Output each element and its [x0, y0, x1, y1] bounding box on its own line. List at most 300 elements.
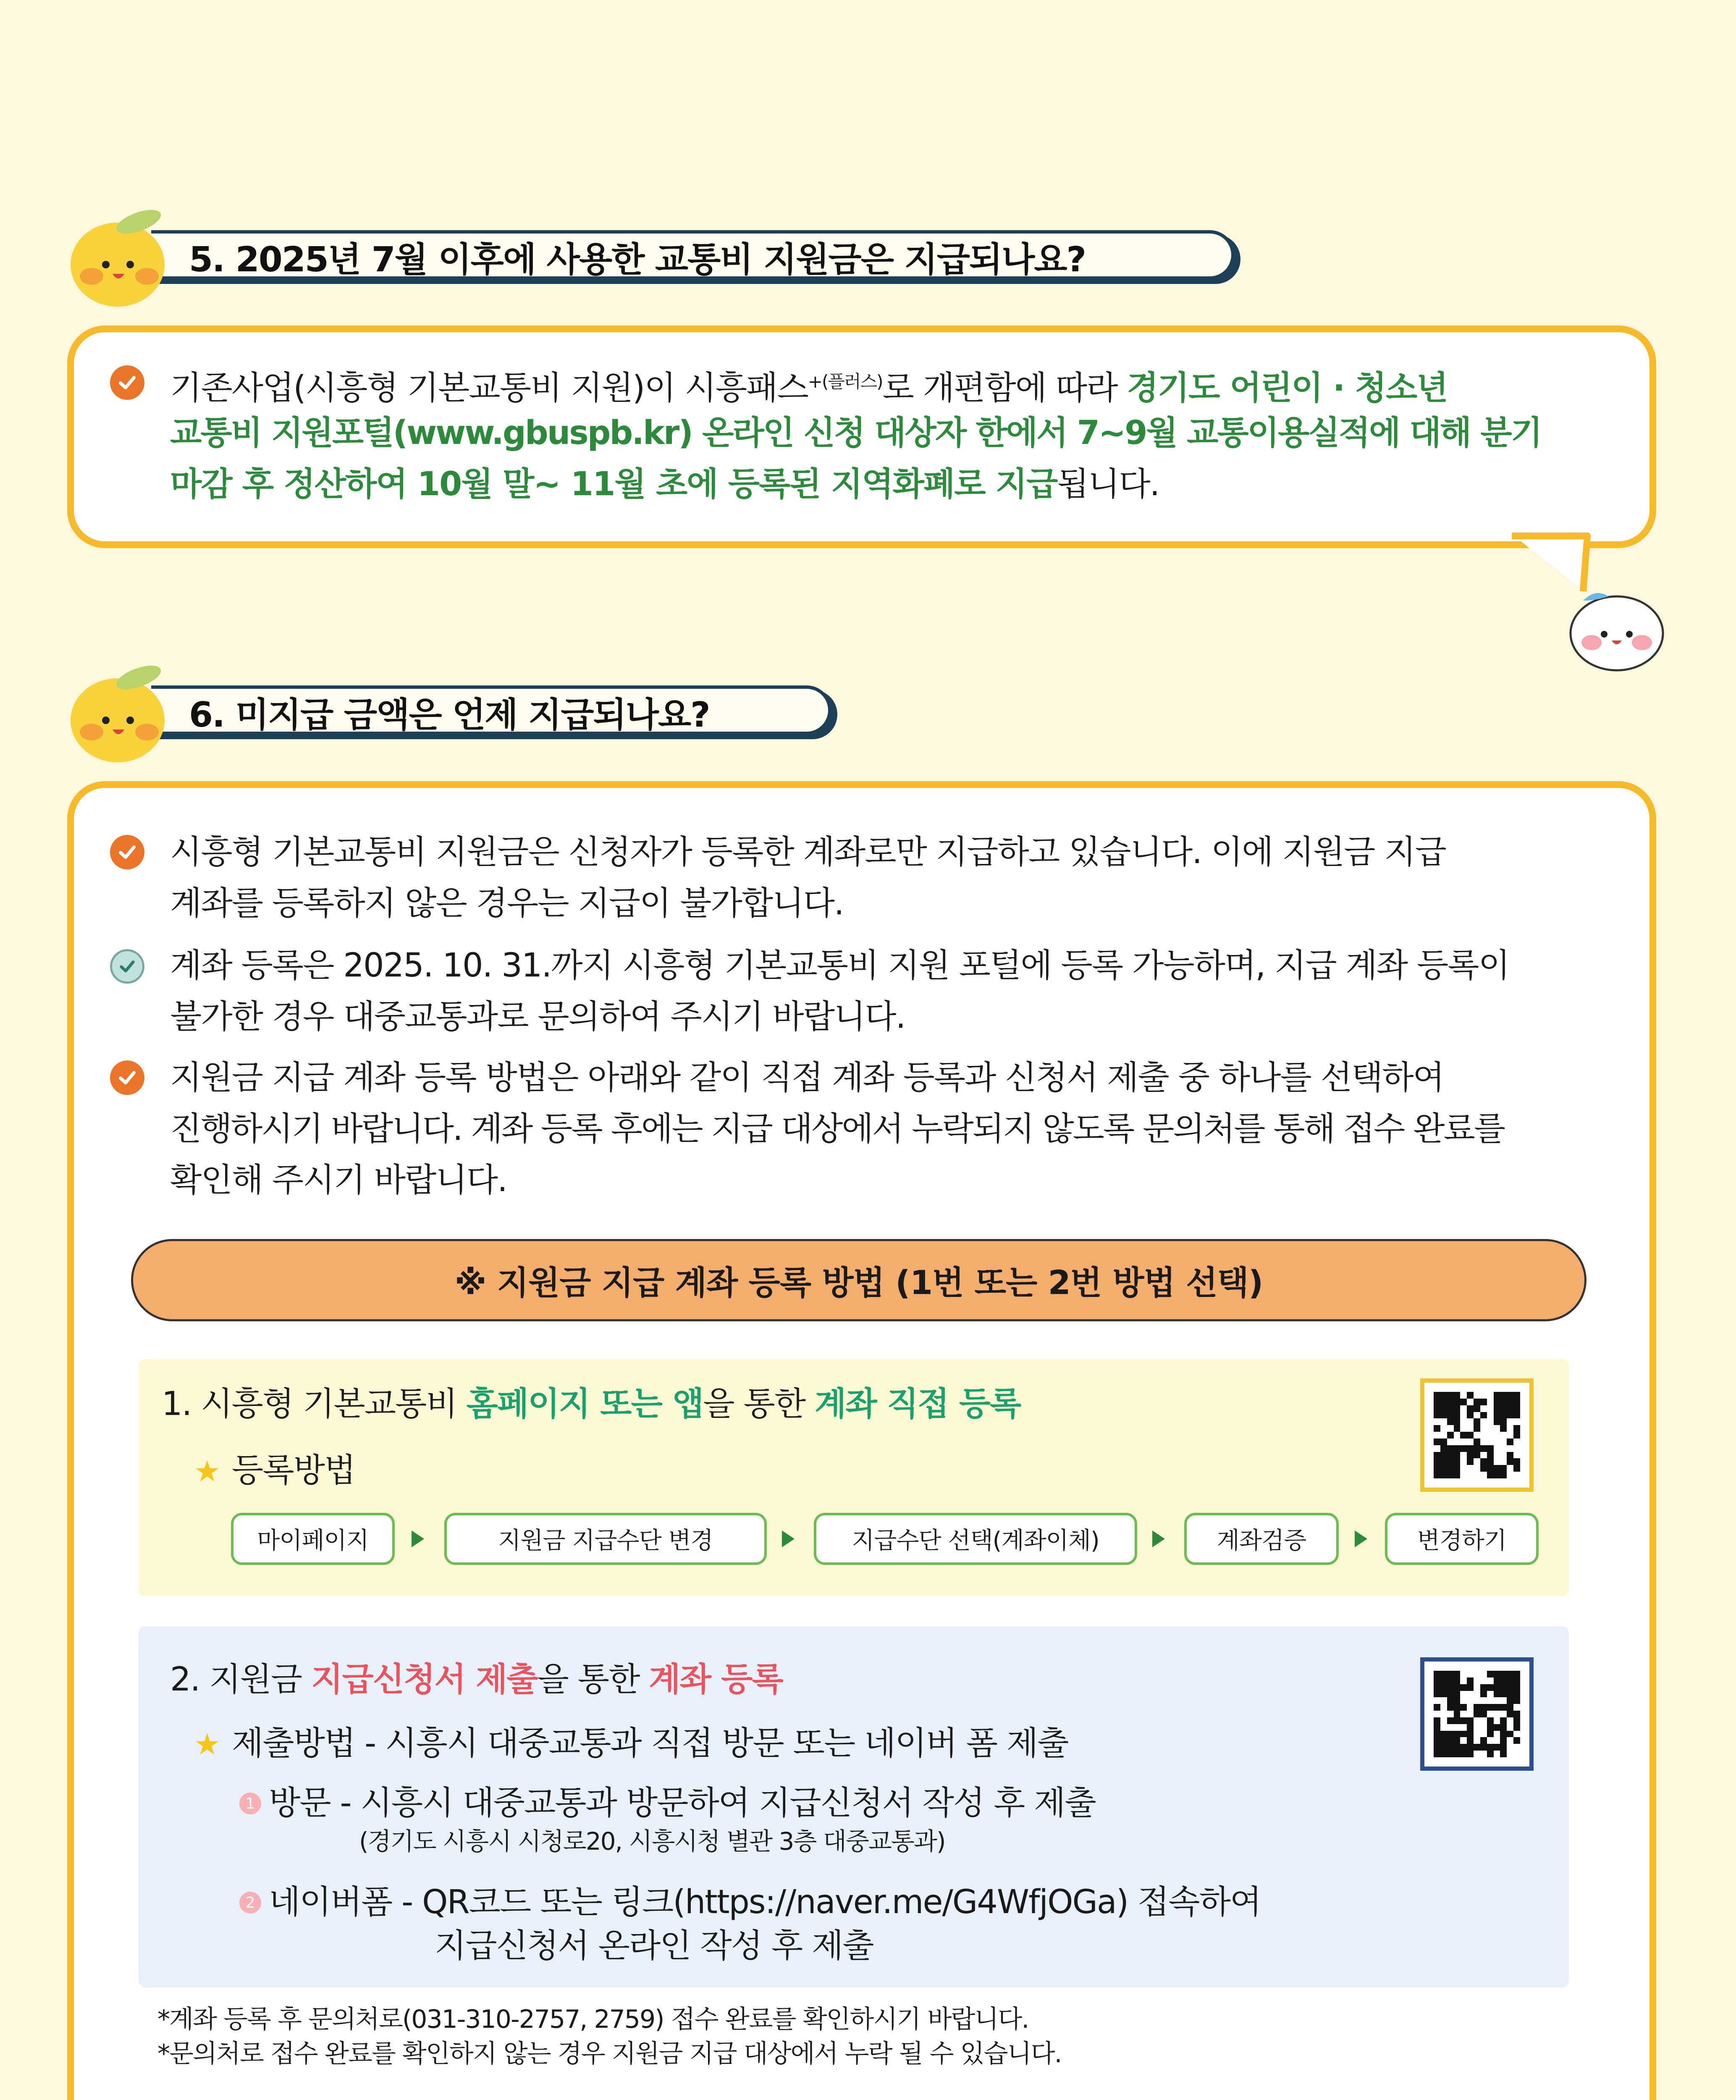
qr-module: [1447, 1684, 1454, 1691]
qr-module: [1434, 1697, 1440, 1704]
qr-module: [1494, 1405, 1500, 1412]
qr-module: [1454, 1751, 1461, 1757]
qr-module: [1440, 1425, 1447, 1432]
qr-module: [1487, 1445, 1494, 1452]
qr-module: [1447, 1399, 1454, 1405]
qr-module: [1494, 1691, 1500, 1698]
qr-module: [1480, 1677, 1487, 1684]
qr-module: [1480, 1671, 1487, 1677]
qr-module: [1460, 1697, 1467, 1704]
qr-module: [1447, 1744, 1454, 1751]
qr-module: [1440, 1677, 1447, 1684]
qr-module: [1513, 1724, 1520, 1731]
qr-module: [1494, 1711, 1500, 1717]
qr-module: [1500, 1751, 1507, 1757]
qr-module: [1454, 1744, 1461, 1751]
qr-module: [1454, 1697, 1461, 1704]
qr-module: [1487, 1697, 1494, 1704]
qr-module: [1507, 1751, 1513, 1757]
qr-module: [1474, 1399, 1480, 1405]
qr-module: [1447, 1472, 1454, 1478]
qr-module: [1507, 1697, 1513, 1704]
qr-code-naver-form: [1420, 1657, 1534, 1771]
star-icon: ★: [194, 1454, 220, 1488]
qr-module: [1474, 1438, 1480, 1445]
check-icon-light: [110, 949, 144, 984]
qr-module: [1447, 1418, 1454, 1425]
qr-module: [1447, 1731, 1454, 1738]
qr-module: [1460, 1458, 1467, 1465]
qr-module: [1507, 1691, 1513, 1698]
qr-module: [1460, 1677, 1467, 1684]
qr-module: [1474, 1684, 1480, 1691]
qr-module: [1474, 1452, 1480, 1459]
qr-module: [1460, 1751, 1467, 1757]
qr-module: [1467, 1472, 1474, 1478]
qr-module: [1507, 1671, 1513, 1677]
bullet2-line2: 불가한 경우 대중교통과로 문의하여 주시기 바랍니다.: [170, 998, 905, 1036]
qr-module: [1447, 1452, 1454, 1459]
qr-module: [1487, 1392, 1494, 1399]
bullet1-line1: 시흥형 기본교통비 지원금은 신청자가 등록한 계좌로만 지급하고 있습니다. 이에 지원금 지급: [170, 833, 1446, 871]
qr-module: [1513, 1458, 1520, 1465]
qr-module: [1500, 1452, 1507, 1459]
qr-module: [1460, 1432, 1467, 1438]
qr-module: [1440, 1691, 1447, 1698]
qr-module: [1507, 1465, 1513, 1472]
qr-module: [1440, 1671, 1447, 1677]
qr-module: [1474, 1717, 1480, 1724]
method2-option1: 방문 - 시흥시 대중교통과 방문하여 지급신청서 작성 후 제출: [269, 1784, 1096, 1822]
qr-module: [1440, 1684, 1447, 1691]
qr-module: [1467, 1438, 1474, 1445]
method2-title: 2. 지원금 지급신청서 제출을 통한 계좌 등록: [170, 1661, 783, 1698]
qr-module: [1434, 1737, 1440, 1744]
qr-module: [1434, 1671, 1440, 1677]
qr-module: [1500, 1737, 1507, 1744]
qr-module: [1467, 1412, 1474, 1419]
qr-module: [1507, 1405, 1513, 1412]
qr-module: [1513, 1418, 1520, 1425]
qr-module: [1434, 1691, 1440, 1698]
qr-module: [1480, 1724, 1487, 1731]
qr-module: [1460, 1744, 1467, 1751]
qr-module: [1447, 1438, 1454, 1445]
method2-option2: 네이버폼 - QR코드 또는 링크(https://naver.me/G4WfjOGa) 접속하여: [269, 1883, 1261, 1921]
qr-module: [1454, 1425, 1461, 1432]
qr-module: [1467, 1751, 1474, 1757]
qr-module: [1494, 1671, 1500, 1677]
qr-module: [1500, 1418, 1507, 1425]
qr-module: [1467, 1399, 1474, 1405]
bullet3-line2: 진행하시기 바랍니다. 계좌 등록 후에는 지급 대상에서 누락되지 않도록 문의처를 통해 접수 완료를: [170, 1110, 1505, 1148]
qr-module: [1513, 1704, 1520, 1711]
qr-module: [1447, 1465, 1454, 1472]
qr-module: [1507, 1744, 1513, 1751]
circled-number-2: 2: [239, 1892, 261, 1914]
qr-module: [1487, 1724, 1494, 1731]
qr-module: [1434, 1465, 1440, 1472]
qr-module: [1440, 1418, 1447, 1425]
method1-title: 1. 시흥형 기본교통비 홈페이지 또는 앱을 통한 계좌 직접 등록: [162, 1385, 1021, 1423]
qr-module: [1500, 1724, 1507, 1731]
qr-module: [1440, 1744, 1447, 1751]
qr-module: [1513, 1744, 1520, 1751]
bullet3-line1: 지원금 지급 계좌 등록 방법은 아래와 같이 직접 계좌 등록과 신청서 제출 중 하나를 선택하여: [170, 1059, 1444, 1097]
qr-module: [1454, 1671, 1461, 1677]
qr-module: [1460, 1704, 1467, 1711]
qr-module: [1513, 1697, 1520, 1704]
qr-module: [1480, 1711, 1487, 1717]
qr-module: [1507, 1684, 1513, 1691]
qr-module: [1513, 1472, 1520, 1478]
qr-module: [1447, 1751, 1454, 1757]
qr-module: [1460, 1691, 1467, 1698]
qr-module: [1447, 1425, 1454, 1432]
qr-module: [1480, 1425, 1487, 1432]
qr-module: [1460, 1399, 1467, 1405]
qr-module: [1480, 1691, 1487, 1698]
qr-module: [1500, 1731, 1507, 1738]
qr-module: [1494, 1684, 1500, 1691]
qr-module: [1440, 1452, 1447, 1459]
qr-module: [1474, 1445, 1480, 1452]
qr-module: [1513, 1717, 1520, 1724]
qr-module: [1500, 1465, 1507, 1472]
qr-module: [1467, 1691, 1474, 1698]
qr-module: [1467, 1731, 1474, 1738]
qr-module: [1434, 1432, 1440, 1438]
qr-module: [1500, 1399, 1507, 1405]
qr-module: [1500, 1438, 1507, 1445]
qr-module: [1480, 1438, 1487, 1445]
qr-module: [1460, 1412, 1467, 1419]
qr-module: [1494, 1452, 1500, 1459]
qr-module: [1494, 1744, 1500, 1751]
qr-module: [1454, 1691, 1461, 1698]
qr-module: [1434, 1418, 1440, 1425]
qr-module: [1487, 1452, 1494, 1459]
qr-module: [1467, 1724, 1474, 1731]
qr-module: [1454, 1452, 1461, 1459]
qr-module: [1467, 1671, 1474, 1677]
qr-module: [1480, 1737, 1487, 1744]
qr-module: [1507, 1418, 1513, 1425]
qr-module: [1440, 1465, 1447, 1472]
qr-module: [1474, 1731, 1480, 1738]
qr-module: [1513, 1465, 1520, 1472]
qr-module: [1513, 1452, 1520, 1459]
qr-module: [1454, 1432, 1461, 1438]
qr-module: [1513, 1731, 1520, 1738]
qr-module: [1447, 1724, 1454, 1731]
qr-module: [1507, 1412, 1513, 1419]
qr-module: [1460, 1472, 1467, 1478]
qr-module: [1467, 1405, 1474, 1412]
qr-module: [1467, 1704, 1474, 1711]
qr-module: [1460, 1671, 1467, 1677]
qr-module: [1440, 1438, 1447, 1445]
qr-module: [1480, 1458, 1487, 1465]
qr-module: [1507, 1704, 1513, 1711]
qr-module: [1474, 1724, 1480, 1731]
qr-module: [1507, 1737, 1513, 1744]
qr-module: [1454, 1717, 1461, 1724]
qr-module: [1507, 1731, 1513, 1738]
step-pill: 마이페이지: [231, 1513, 395, 1565]
note-1: *계좌 등록 후 문의처로(031-310-2757, 2759) 접수 완료를 확인하시기 바랍니다.: [157, 2005, 1029, 2034]
section6-title: 6. 미지급 금액은 언제 지급되나요?: [189, 695, 710, 735]
qr-module: [1454, 1737, 1461, 1744]
qr-module: [1494, 1697, 1500, 1704]
qr-module: [1447, 1392, 1454, 1399]
qr-module: [1513, 1392, 1520, 1399]
qr-module: [1460, 1711, 1467, 1717]
qr-module: [1447, 1737, 1454, 1744]
arrow-right-icon: [1152, 1530, 1165, 1547]
qr-module: [1454, 1465, 1461, 1472]
qr-module: [1440, 1717, 1447, 1724]
qr-module: [1500, 1691, 1507, 1698]
note-2: *문의처로 접수 완료를 확인하지 않는 경우 지원금 지급 대상에서 누락 될 수 있습니다.: [157, 2039, 1062, 2068]
qr-module: [1494, 1704, 1500, 1711]
qr-module: [1494, 1465, 1500, 1472]
qr-module: [1474, 1472, 1480, 1478]
qr-module: [1500, 1425, 1507, 1432]
star-icon: ★: [194, 1727, 220, 1761]
qr-module: [1434, 1711, 1440, 1717]
qr-module: [1513, 1432, 1520, 1438]
white-mascot-icon: [1566, 584, 1667, 672]
check-icon: [110, 1060, 144, 1095]
qr-module: [1460, 1438, 1467, 1445]
qr-module: [1434, 1445, 1440, 1452]
arrow-right-icon: [412, 1530, 424, 1547]
qr-module: [1480, 1697, 1487, 1704]
qr-module: [1507, 1452, 1513, 1459]
qr-module: [1434, 1731, 1440, 1738]
qr-module: [1447, 1717, 1454, 1724]
qr-module: [1513, 1425, 1520, 1432]
qr-module: [1454, 1445, 1461, 1452]
qr-module: [1467, 1432, 1474, 1438]
qr-module: [1440, 1737, 1447, 1744]
qr-module: [1440, 1697, 1447, 1704]
qr-module: [1487, 1465, 1494, 1472]
qr-module: [1440, 1412, 1447, 1419]
qr-module: [1447, 1677, 1454, 1684]
qr-module: [1467, 1711, 1474, 1717]
section5-title: 5. 2025년 7월 이후에 사용한 교통비 지원금은 지급되나요?: [189, 240, 1086, 280]
qr-module: [1494, 1438, 1500, 1445]
qr-module: [1467, 1744, 1474, 1751]
qr-module: [1447, 1405, 1454, 1412]
qr-module: [1447, 1412, 1454, 1419]
qr-module: [1460, 1445, 1467, 1452]
method-banner-text: ※ 지원금 지급 계좌 등록 방법 (1번 또는 2번 방법 선택): [454, 1264, 1263, 1302]
qr-module: [1513, 1671, 1520, 1677]
qr-module: [1467, 1418, 1474, 1425]
qr-module: [1507, 1392, 1513, 1399]
qr-module: [1507, 1432, 1513, 1438]
qr-module: [1454, 1399, 1461, 1405]
qr-module: [1474, 1432, 1480, 1438]
qr-module: [1480, 1418, 1487, 1425]
qr-module: [1500, 1405, 1507, 1412]
qr-module: [1440, 1405, 1447, 1412]
arrow-right-icon: [782, 1530, 795, 1547]
section5-line3: 마감 후 정산하여 10월 말~ 11월 초에 등록된 지역화폐로 지급됩니다.: [170, 465, 1159, 503]
qr-module: [1487, 1691, 1494, 1698]
qr-module: [1440, 1445, 1447, 1452]
qr-module: [1454, 1711, 1461, 1717]
check-icon: [110, 835, 144, 869]
step-pill: 변경하기: [1385, 1513, 1539, 1565]
section5-line1: 기존사업(시흥형 기본교통비 지원)이 시흥패스$^{+(플러스)}$로 개편함에 따라 경기도 어린이 · 청소년: [170, 369, 1448, 407]
check-icon: [110, 365, 144, 400]
qr-module: [1513, 1438, 1520, 1445]
qr-module: [1500, 1684, 1507, 1691]
qr-module: [1454, 1418, 1461, 1425]
qr-module: [1513, 1412, 1520, 1419]
qr-module: [1487, 1472, 1494, 1478]
qr-module: [1474, 1737, 1480, 1744]
qr-module: [1460, 1684, 1467, 1691]
qr-module: [1434, 1399, 1440, 1405]
qr-module: [1454, 1731, 1461, 1738]
qr-module: [1460, 1452, 1467, 1459]
qr-module: [1440, 1392, 1447, 1399]
qr-module: [1454, 1724, 1461, 1731]
qr-module: [1480, 1704, 1487, 1711]
qr-module: [1487, 1458, 1494, 1465]
qr-module: [1507, 1677, 1513, 1684]
qr-module: [1467, 1445, 1474, 1452]
qr-module: [1494, 1399, 1500, 1405]
qr-module: [1494, 1445, 1500, 1452]
qr-module: [1480, 1445, 1487, 1452]
qr-module: [1447, 1432, 1454, 1438]
qr-module: [1474, 1412, 1480, 1419]
qr-module: [1494, 1677, 1500, 1684]
qr-module: [1434, 1684, 1440, 1691]
qr-module: [1494, 1458, 1500, 1465]
qr-module: [1494, 1724, 1500, 1731]
bullet1-line2: 계좌를 등록하지 않은 경우는 지급이 불가합니다.: [170, 885, 844, 922]
qr-module: [1474, 1465, 1480, 1472]
qr-module: [1434, 1412, 1440, 1419]
qr-module: [1487, 1671, 1494, 1677]
qr-module: [1474, 1458, 1480, 1465]
qr-module: [1480, 1465, 1487, 1472]
qr-module: [1467, 1452, 1474, 1459]
qr-module: [1487, 1418, 1494, 1425]
qr-module: [1434, 1724, 1440, 1731]
lemon-mascot-icon: [67, 657, 172, 766]
qr-grid: [1434, 1392, 1520, 1478]
qr-module: [1513, 1684, 1520, 1691]
qr-module: [1460, 1392, 1467, 1399]
qr-module: [1454, 1472, 1461, 1478]
qr-module: [1434, 1458, 1440, 1465]
qr-module: [1454, 1405, 1461, 1412]
qr-module: [1467, 1684, 1474, 1691]
qr-module: [1507, 1724, 1513, 1731]
qr-module: [1474, 1744, 1480, 1751]
qr-module: [1487, 1711, 1494, 1717]
qr-module: [1494, 1432, 1500, 1438]
qr-module: [1513, 1399, 1520, 1405]
qr-module: [1467, 1677, 1474, 1684]
qr-module: [1494, 1751, 1500, 1757]
qr-module: [1460, 1724, 1467, 1731]
qr-module: [1480, 1405, 1487, 1412]
bullet3-line3: 확인해 주시기 바랍니다.: [170, 1161, 507, 1199]
qr-module: [1494, 1412, 1500, 1419]
qr-module: [1513, 1445, 1520, 1452]
qr-module: [1467, 1425, 1474, 1432]
qr-module: [1474, 1677, 1480, 1684]
qr-module: [1500, 1744, 1507, 1751]
qr-module: [1500, 1445, 1507, 1452]
qr-module: [1480, 1392, 1487, 1399]
method1-subtitle: 등록방법: [232, 1452, 355, 1489]
qr-module: [1494, 1731, 1500, 1738]
method2-subtitle: 제출방법 - 시흥시 대중교통과 직접 방문 또는 네이버 폼 제출: [232, 1725, 1068, 1762]
qr-module: [1460, 1418, 1467, 1425]
qr-module: [1487, 1438, 1494, 1445]
qr-module: [1460, 1731, 1467, 1738]
method2-option2-line2: 지급신청서 온라인 작성 후 제출: [435, 1927, 873, 1965]
qr-module: [1440, 1731, 1447, 1738]
qr-module: [1507, 1399, 1513, 1405]
circled-number-1: 1: [239, 1793, 261, 1814]
qr-code-homepage: [1420, 1378, 1534, 1492]
qr-module: [1487, 1731, 1494, 1738]
step-pill: 지급수단 선택(계좌이체): [814, 1513, 1137, 1565]
qr-module: [1500, 1472, 1507, 1478]
qr-module: [1487, 1399, 1494, 1405]
qr-module: [1440, 1458, 1447, 1465]
qr-module: [1434, 1472, 1440, 1478]
qr-module: [1467, 1717, 1474, 1724]
qr-module: [1507, 1445, 1513, 1452]
qr-module: [1487, 1737, 1494, 1744]
qr-module: [1447, 1445, 1454, 1452]
qr-module: [1507, 1438, 1513, 1445]
qr-module: [1513, 1711, 1520, 1717]
qr-module: [1467, 1458, 1474, 1465]
qr-module: [1480, 1472, 1487, 1478]
qr-module: [1500, 1717, 1507, 1724]
qr-module: [1440, 1711, 1447, 1717]
qr-module: [1500, 1392, 1507, 1399]
qr-module: [1480, 1717, 1487, 1724]
qr-module: [1454, 1684, 1461, 1691]
qr-module: [1480, 1412, 1487, 1419]
qr-module: [1454, 1704, 1461, 1711]
qr-module: [1434, 1392, 1440, 1399]
qr-module: [1467, 1697, 1474, 1704]
arrow-right-icon: [1355, 1530, 1367, 1547]
qr-module: [1500, 1458, 1507, 1465]
qr-module: [1447, 1458, 1454, 1465]
qr-module: [1507, 1711, 1513, 1717]
qr-module: [1474, 1751, 1480, 1757]
qr-module: [1500, 1704, 1507, 1711]
qr-module: [1513, 1691, 1520, 1698]
qr-module: [1460, 1405, 1467, 1412]
